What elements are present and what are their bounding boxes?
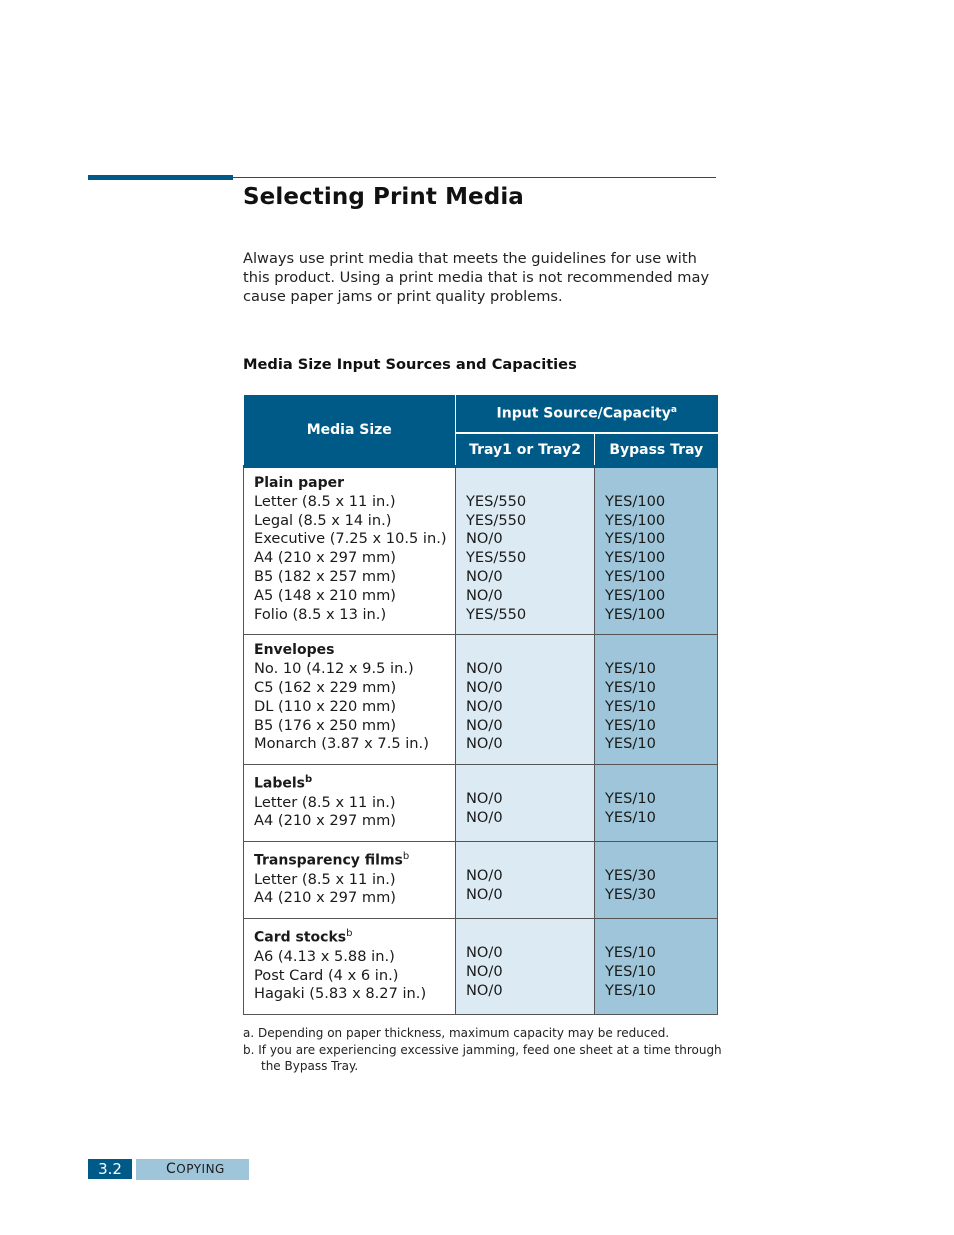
bypass-capacity-value: YES/100	[605, 530, 666, 548]
bypass-capacity-value: YES/100	[605, 567, 666, 585]
media-size-value: A4 (210 x 297 mm)	[254, 549, 396, 567]
tray-capacity-value: YES/550	[466, 492, 527, 510]
tray-capacity-value: YES/550	[466, 605, 527, 623]
media-size-value: Letter (8.5 x 11 in.)	[254, 793, 396, 811]
bypass-capacity-cell	[595, 635, 718, 765]
footnote-b-line2: the Bypass Tray.	[261, 1059, 359, 1073]
tray-capacity-cell	[456, 765, 595, 842]
tray-capacity-value: YES/550	[466, 549, 527, 567]
chapter-label-rest: OPYING	[176, 1162, 225, 1176]
header-bypass: Bypass Tray	[595, 433, 718, 467]
header-media-size: Media Size	[244, 395, 456, 467]
media-size-value: Post Card (4 x 6 in.)	[254, 966, 399, 984]
tray-capacity-value: NO/0	[466, 962, 503, 980]
media-size-value: C5 (162 x 229 mm)	[254, 678, 397, 696]
tray-capacity-value: NO/0	[466, 981, 503, 999]
media-description-cell	[244, 919, 456, 1015]
bypass-capacity-value: YES/100	[605, 492, 666, 510]
media-size-value: A4 (210 x 297 mm)	[254, 889, 396, 907]
media-size-value: Executive (7.25 x 10.5 in.)	[254, 530, 447, 548]
bypass-capacity-value: YES/100	[605, 586, 666, 604]
tray-capacity-cell	[456, 467, 595, 635]
media-size-value: Letter (8.5 x 11 in.)	[254, 870, 396, 888]
table-row	[244, 467, 718, 635]
header-input-source	[456, 395, 718, 433]
bypass-capacity-value: YES/10	[605, 789, 656, 807]
media-description-cell	[244, 467, 456, 635]
header-input-source-label: Input Source/Capacity	[496, 405, 671, 422]
tray-capacity-value: NO/0	[466, 808, 503, 826]
media-category-label: Plain paper	[254, 475, 345, 491]
media-size-value: Legal (8.5 x 14 in.)	[254, 511, 392, 529]
tray-capacity-cell	[456, 635, 595, 765]
footnote-b-line1: b. If you are experiencing excessive jamming, feed one sheet at a time through	[243, 1043, 722, 1057]
tray-capacity-value: NO/0	[466, 867, 503, 884]
bypass-capacity-value: YES/30	[605, 885, 656, 903]
tray-capacity-value: NO/0	[466, 678, 503, 696]
bypass-capacity-value: YES/30	[605, 867, 656, 884]
header-tray: Tray1 or Tray2	[456, 433, 595, 467]
tray-capacity-value: YES/550	[466, 511, 527, 529]
media-category-label: Labels	[254, 775, 306, 792]
media-category-label: Envelopes	[254, 642, 335, 659]
table-title: Media Size Input Sources and Capacities	[243, 356, 577, 373]
media-capacity-table	[243, 395, 718, 1015]
bypass-capacity-value: YES/10	[605, 678, 656, 696]
table-row	[244, 765, 718, 842]
page-number: 3.2	[88, 1159, 132, 1179]
media-size-value: Letter (8.5 x 11 in.)	[254, 492, 396, 510]
media-size-value: DL (110 x 220 mm)	[254, 697, 397, 715]
footnote-ref-b: b	[305, 774, 313, 786]
tray-capacity-value: NO/0	[466, 660, 503, 678]
media-description-cell	[244, 635, 456, 765]
header-rule-thick	[88, 175, 233, 180]
media-size-value: B5 (182 x 257 mm)	[254, 567, 397, 585]
media-size-value: Monarch (3.87 x 7.5 in.)	[254, 735, 429, 753]
table-row	[244, 635, 718, 765]
bypass-capacity-value: YES/10	[605, 735, 656, 753]
tray-capacity-value: NO/0	[466, 944, 503, 962]
header-rule-thin	[233, 177, 716, 178]
footnote-b	[243, 1042, 723, 1074]
tray-capacity-cell	[456, 842, 595, 919]
page-title: Selecting Print Media	[243, 184, 524, 210]
tray-capacity-value: NO/0	[466, 735, 503, 753]
media-size-value: Hagaki (5.83 x 8.27 in.)	[254, 985, 427, 1003]
tray-capacity-value: NO/0	[466, 789, 503, 807]
media-category	[254, 771, 451, 793]
footnote-ref-a: a	[670, 405, 677, 416]
bypass-capacity-cell	[595, 467, 718, 635]
table-row	[244, 919, 718, 1015]
bypass-capacity-cell	[595, 765, 718, 842]
media-category	[254, 474, 451, 493]
media-size-value: A5 (148 x 210 mm)	[254, 586, 396, 604]
table-row	[244, 842, 718, 919]
media-category	[254, 848, 451, 870]
tray-capacity-value: NO/0	[466, 586, 503, 604]
tray-capacity-value: NO/0	[466, 567, 503, 585]
intro-paragraph: Always use print media that meets the guidelines for use with this product. Using a print media that is not recommended may cause paper jams or print quality problems.	[243, 250, 710, 305]
tray-capacity-value: NO/0	[466, 885, 503, 903]
bypass-capacity-value: YES/10	[605, 660, 656, 678]
tray-capacity-value: NO/0	[466, 716, 503, 734]
media-size-value: Folio (8.5 x 13 in.)	[254, 605, 387, 623]
media-category	[254, 925, 451, 947]
bypass-capacity-cell	[595, 842, 718, 919]
bypass-capacity-value: YES/10	[605, 981, 656, 999]
footnote-ref-b: b	[346, 928, 353, 940]
tray-capacity-value: NO/0	[466, 697, 503, 715]
media-category-label: Card stocks	[254, 929, 347, 946]
bypass-capacity-cell	[595, 919, 718, 1015]
bypass-capacity-value: YES/100	[605, 549, 666, 567]
media-description-cell	[244, 842, 456, 919]
chapter-label-first: C	[166, 1161, 177, 1177]
footnote-a: a. Depending on paper thickness, maximum capacity may be reduced.	[243, 1026, 670, 1040]
chapter-label	[136, 1159, 249, 1180]
media-size-value: No. 10 (4.12 x 9.5 in.)	[254, 660, 414, 678]
bypass-capacity-value: YES/10	[605, 962, 656, 980]
bypass-capacity-value: YES/100	[605, 605, 666, 623]
media-size-value: B5 (176 x 250 mm)	[254, 716, 397, 734]
bypass-capacity-value: YES/10	[605, 944, 656, 962]
media-size-value: A6 (4.13 x 5.88 in.)	[254, 947, 395, 965]
media-category-label: Transparency films	[254, 852, 403, 869]
footnote-ref-b: b	[402, 851, 410, 863]
bypass-capacity-value: YES/10	[605, 716, 656, 734]
bypass-capacity-value: YES/100	[605, 511, 666, 529]
tray-capacity-cell	[456, 919, 595, 1015]
bypass-capacity-value: YES/10	[605, 808, 656, 826]
media-size-value: A4 (210 x 297 mm)	[254, 812, 396, 830]
bypass-capacity-value: YES/10	[605, 697, 656, 715]
tray-capacity-value: NO/0	[466, 530, 503, 548]
media-description-cell	[244, 765, 456, 842]
media-category	[254, 641, 451, 660]
